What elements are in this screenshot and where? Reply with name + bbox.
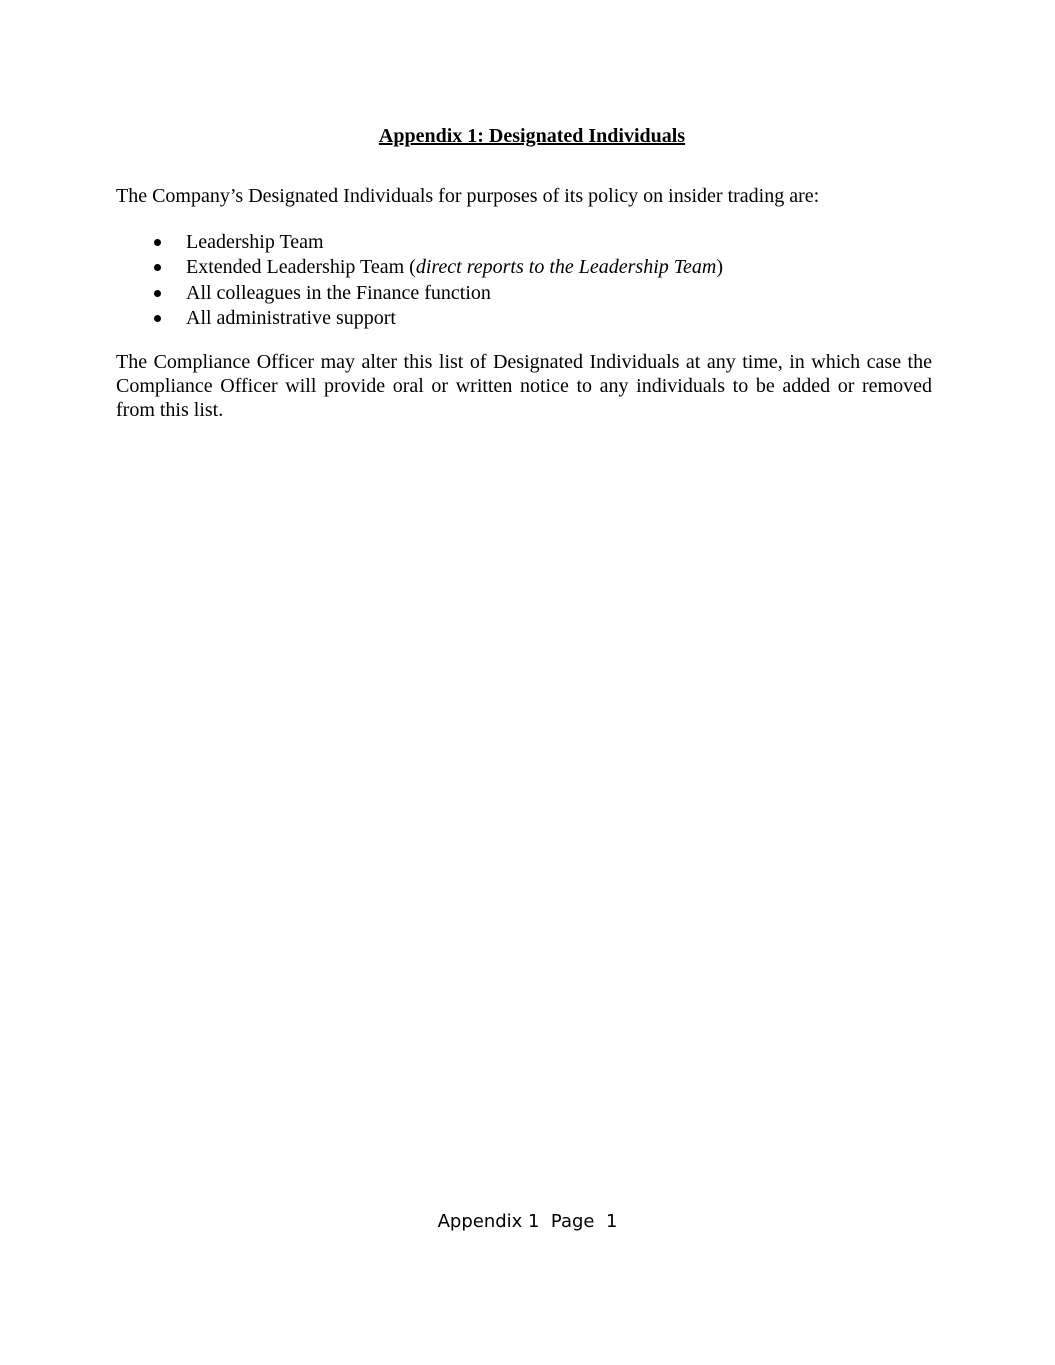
list-item-text: Extended Leadership Team ( xyxy=(186,256,416,279)
list-item-text: All administrative support xyxy=(186,306,396,329)
bullet-icon xyxy=(154,239,161,246)
list-item xyxy=(152,281,723,306)
list-item-suffix: ) xyxy=(716,256,724,279)
list-item xyxy=(152,306,723,331)
closing-paragraph: The Compliance Officer may alter this list of Designated Individuals at any time, in which case the Compliance Officer will provide oral or written notice to any individuals to be added or removed from this list. xyxy=(116,351,932,421)
list-item xyxy=(152,230,723,255)
page-title: Appendix 1: Designated Individuals xyxy=(378,125,686,147)
list-item-text: Leadership Team xyxy=(186,231,324,253)
bullet-icon xyxy=(154,264,161,271)
bullet-icon xyxy=(154,290,161,297)
intro-paragraph: The Company’s Designated Individuals for purposes of its policy on insider trading are: xyxy=(116,185,820,207)
bullet-icon xyxy=(154,315,161,322)
list-item-text: All colleagues in the Finance function xyxy=(186,281,491,304)
page-footer: Appendix 1 Page 1 xyxy=(437,1211,618,1232)
list-item-italic-text: direct reports to the Leadership Team xyxy=(415,256,717,279)
designated-individuals-list xyxy=(152,230,723,331)
list-item xyxy=(152,255,723,280)
